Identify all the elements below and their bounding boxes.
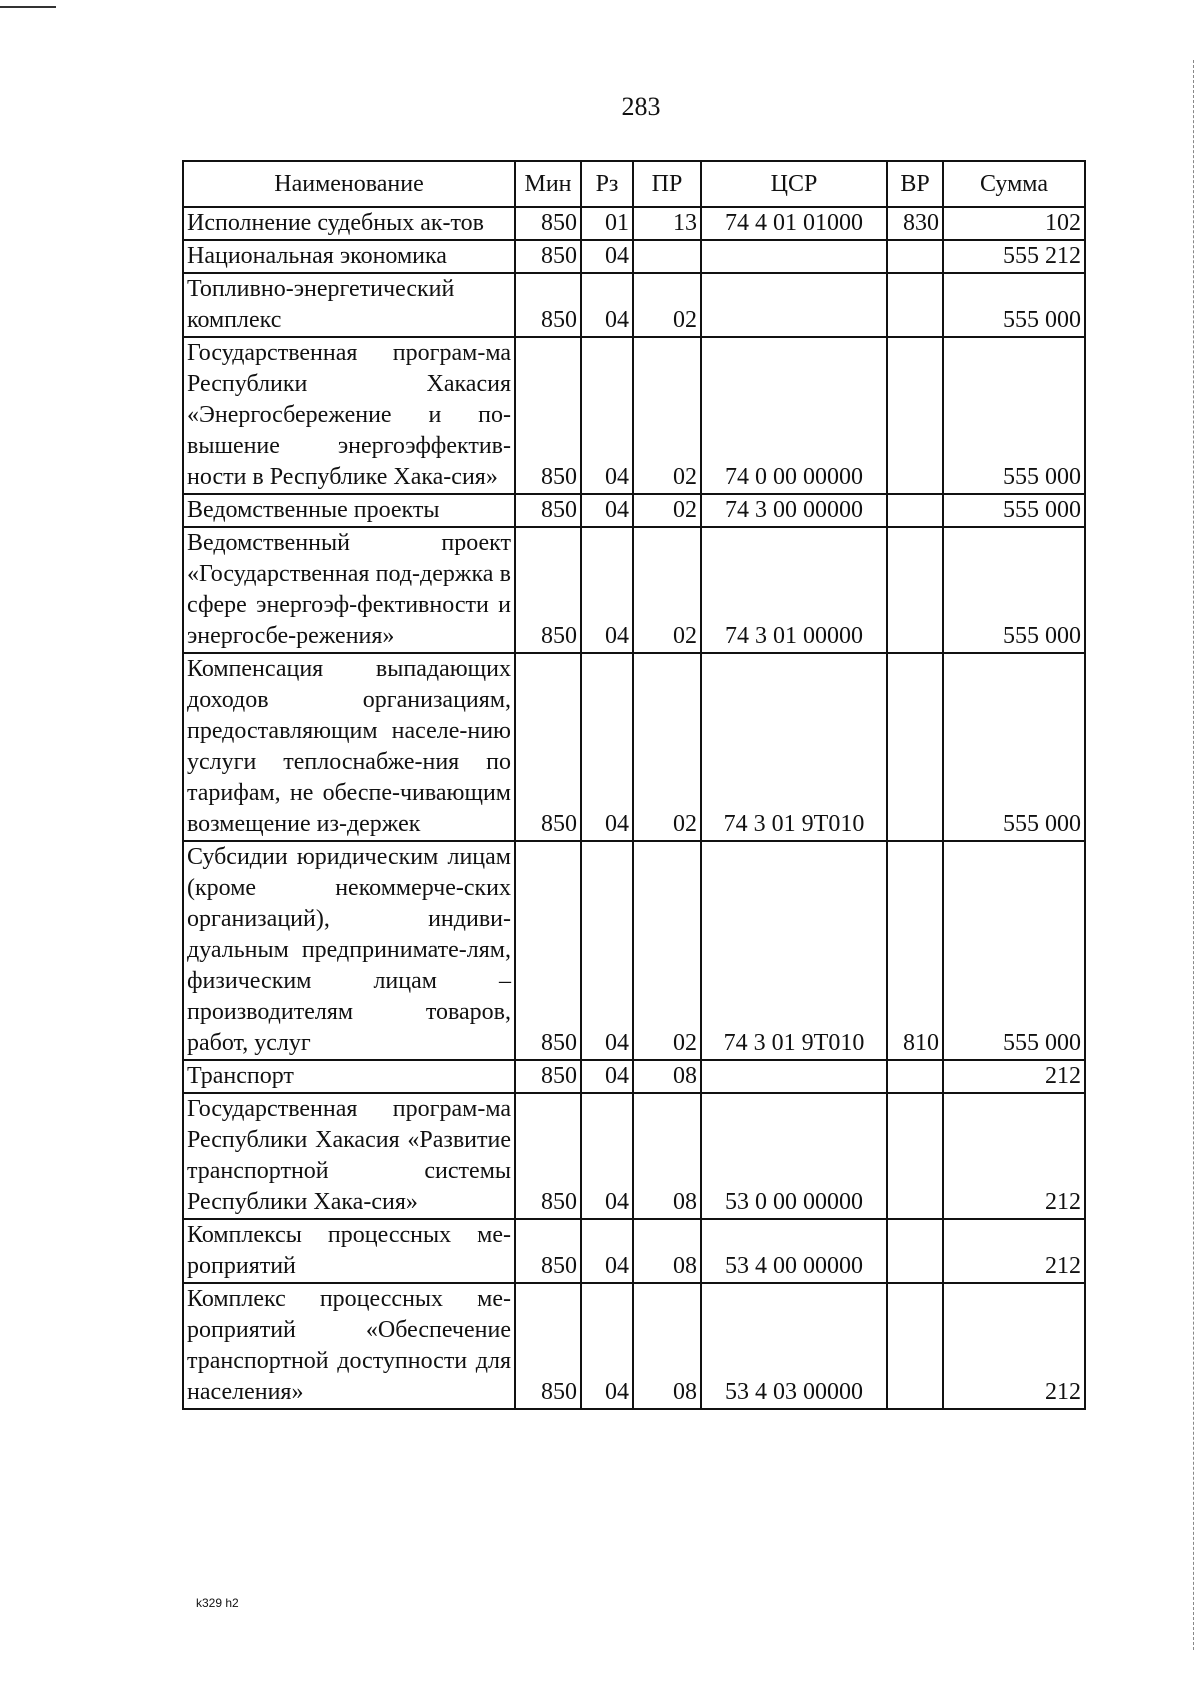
table-row — [183, 1093, 1085, 1219]
cell-sum: 555 000 — [943, 337, 1085, 494]
cell-sum: 555 000 — [943, 841, 1085, 1060]
cell-name: Национальная экономика — [183, 240, 515, 273]
cell-min: 850 — [515, 841, 581, 1060]
cell-rz: 04 — [581, 1060, 633, 1093]
cell-csr — [701, 240, 887, 273]
cell-vr — [887, 273, 943, 337]
cell-csr: 74 3 01 00000 — [701, 527, 887, 653]
cell-rz: 04 — [581, 841, 633, 1060]
header-vr: ВР — [887, 161, 943, 207]
table-row — [183, 841, 1085, 1060]
scan-edge-mark — [1191, 60, 1194, 1650]
cell-vr — [887, 527, 943, 653]
cell-pr — [633, 240, 701, 273]
cell-min: 850 — [515, 1093, 581, 1219]
cell-pr: 02 — [633, 841, 701, 1060]
cell-pr: 02 — [633, 527, 701, 653]
cell-csr: 53 4 03 00000 — [701, 1283, 887, 1409]
cell-rz: 04 — [581, 527, 633, 653]
table-row — [183, 494, 1085, 527]
cell-sum: 555 212 — [943, 240, 1085, 273]
cell-name: Государственная програм-ма Республики Хакасия «Энергосбережение и по-вышение энергоэффектив-ности в Республике Хака-сия» — [183, 337, 515, 494]
cell-vr — [887, 1093, 943, 1219]
cell-min: 850 — [515, 1060, 581, 1093]
cell-sum: 555 000 — [943, 653, 1085, 841]
cell-vr — [887, 337, 943, 494]
cell-vr — [887, 240, 943, 273]
cell-name: Транспорт — [183, 1060, 515, 1093]
footer-code: k329 h2 — [196, 1596, 239, 1610]
table-header-row — [183, 161, 1085, 207]
cell-csr: 53 0 00 00000 — [701, 1093, 887, 1219]
table-row — [183, 207, 1085, 240]
table-row — [183, 273, 1085, 337]
cell-rz: 04 — [581, 273, 633, 337]
cell-vr — [887, 653, 943, 841]
header-sum: Сумма — [943, 161, 1085, 207]
cell-csr — [701, 1060, 887, 1093]
cell-csr: 74 3 01 9Т010 — [701, 841, 887, 1060]
table-row — [183, 1060, 1085, 1093]
cell-pr: 02 — [633, 494, 701, 527]
cell-vr: 830 — [887, 207, 943, 240]
cell-csr: 74 0 00 00000 — [701, 337, 887, 494]
header-min: Мин — [515, 161, 581, 207]
cell-pr: 02 — [633, 337, 701, 494]
cell-min: 850 — [515, 1219, 581, 1283]
table-row — [183, 240, 1085, 273]
cell-rz: 04 — [581, 240, 633, 273]
cell-name: Субсидии юридическим лицам (кроме некоммерче-ских организаций), индиви-дуальным предпринимате-лям, физическим лицам – производителям товаров, работ, услуг — [183, 841, 515, 1060]
cell-vr — [887, 1219, 943, 1283]
cell-sum: 555 000 — [943, 494, 1085, 527]
cell-rz: 04 — [581, 494, 633, 527]
cell-rz: 04 — [581, 1283, 633, 1409]
cell-rz: 04 — [581, 1219, 633, 1283]
cell-sum: 212 — [943, 1219, 1085, 1283]
cell-pr: 02 — [633, 273, 701, 337]
cell-rz: 04 — [581, 337, 633, 494]
header-pr: ПР — [633, 161, 701, 207]
cell-min: 850 — [515, 527, 581, 653]
table-row — [183, 527, 1085, 653]
cell-sum: 212 — [943, 1060, 1085, 1093]
cell-name: Исполнение судебных ак-тов — [183, 207, 515, 240]
cell-rz: 01 — [581, 207, 633, 240]
cell-min: 850 — [515, 207, 581, 240]
cell-min: 850 — [515, 240, 581, 273]
cell-csr: 53 4 00 00000 — [701, 1219, 887, 1283]
cell-sum: 212 — [943, 1093, 1085, 1219]
table-row — [183, 653, 1085, 841]
cell-min: 850 — [515, 494, 581, 527]
cell-sum: 555 000 — [943, 273, 1085, 337]
cell-pr: 08 — [633, 1093, 701, 1219]
page-number: 283 — [621, 92, 661, 121]
cell-min: 850 — [515, 273, 581, 337]
cell-csr: 74 4 01 01000 — [701, 207, 887, 240]
cell-min: 850 — [515, 1283, 581, 1409]
cell-pr: 13 — [633, 207, 701, 240]
table-row — [183, 1283, 1085, 1409]
table-row — [183, 337, 1085, 494]
cell-name: Ведомственный проект «Государственная под-держка в сфере энергоэф-фективности и энергосбе-режения» — [183, 527, 515, 653]
header-rz: Рз — [581, 161, 633, 207]
cell-name: Топливно-энергетический комплекс — [183, 273, 515, 337]
cell-vr — [887, 494, 943, 527]
cell-rz: 04 — [581, 653, 633, 841]
cell-min: 850 — [515, 337, 581, 494]
cell-pr: 08 — [633, 1283, 701, 1409]
cell-name: Компенсация выпадающих доходов организациям, предоставляющим населе-нию услуги теплоснабже-ния по тарифам, не обеспе-чивающим возмещение из-держек — [183, 653, 515, 841]
cell-csr: 74 3 00 00000 — [701, 494, 887, 527]
cell-csr: 74 3 01 9Т010 — [701, 653, 887, 841]
cell-vr — [887, 1060, 943, 1093]
budget-table — [182, 160, 1086, 1410]
scan-corner-mark — [0, 6, 56, 8]
cell-rz: 04 — [581, 1093, 633, 1219]
cell-csr — [701, 273, 887, 337]
cell-name: Государственная програм-ма Республики Хакасия «Развитие транспортной системы Республики Хака-сия» — [183, 1093, 515, 1219]
cell-name: Ведомственные проекты — [183, 494, 515, 527]
cell-name: Комплекс процессных ме-роприятий «Обеспечение транспортной доступности для населения» — [183, 1283, 515, 1409]
cell-sum: 102 — [943, 207, 1085, 240]
cell-pr: 02 — [633, 653, 701, 841]
cell-pr: 08 — [633, 1060, 701, 1093]
cell-sum: 555 000 — [943, 527, 1085, 653]
table-row — [183, 1219, 1085, 1283]
header-name: Наименование — [183, 161, 515, 207]
cell-sum: 212 — [943, 1283, 1085, 1409]
cell-pr: 08 — [633, 1219, 701, 1283]
cell-min: 850 — [515, 653, 581, 841]
cell-name: Комплексы процессных ме-роприятий — [183, 1219, 515, 1283]
cell-vr — [887, 1283, 943, 1409]
cell-vr: 810 — [887, 841, 943, 1060]
header-csr: ЦСР — [701, 161, 887, 207]
